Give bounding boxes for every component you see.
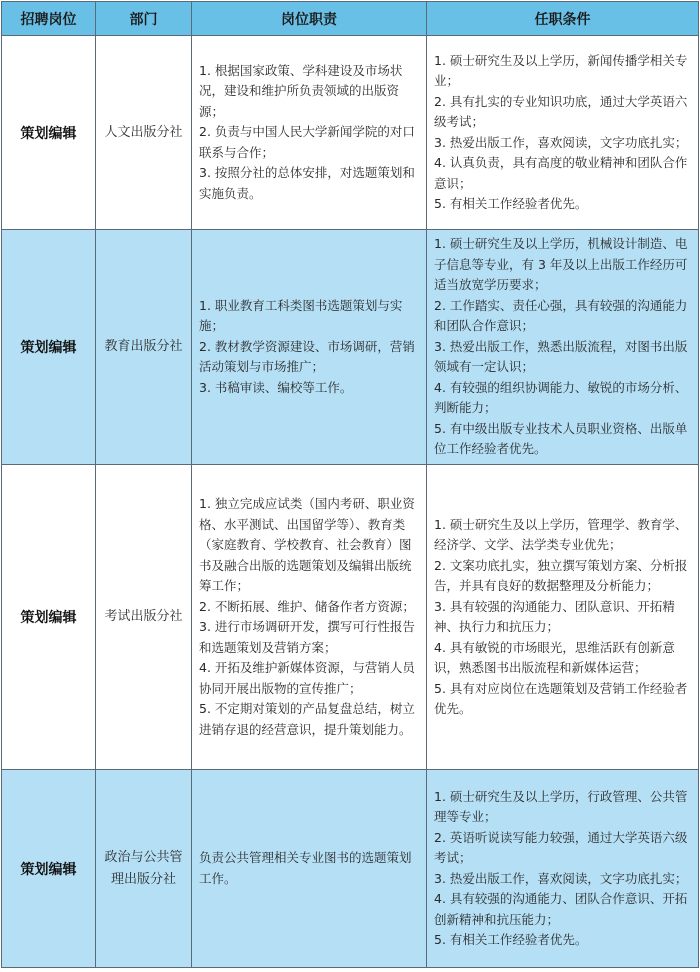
duty-item: 2. 负责与中国人民大学新闻学院的对口联系与合作； (199, 124, 415, 160)
header-requirements: 任职条件 (427, 2, 699, 36)
position-cell: 策划编辑 (2, 770, 96, 968)
department-cell: 政治与公共管理出版分社 (96, 770, 192, 968)
requirement-item: 1. 硕士研究生及以上学历，新闻传播学相关专业； (434, 52, 688, 88)
position-cell: 策划编辑 (2, 465, 96, 770)
duties-cell (192, 465, 427, 770)
position-cell: 策划编辑 (2, 230, 96, 465)
requirement-item: 1. 硕士研究生及以上学历，行政管理、公共管理等专业； (434, 788, 688, 824)
requirement-item: 2. 文案功底扎实，独立撰写策划方案、分析报告，并具有良好的数据整理及分析能力； (434, 557, 688, 593)
duty-item: 1. 独立完成应试类（国内考研、职业资格、水平测试、出国留学等）、教育类（家庭教育、学校教育、社会教育）图书及融合出版的选题策划及编辑出版统筹工作； (199, 496, 415, 593)
requirement-item: 2. 具有扎实的专业知识功底，通过大学英语六级考试； (434, 93, 688, 129)
requirement-item: 1. 硕士研究生及以上学历，机械设计制造、电子信息等专业，有 3 年及以上出版工作经历可适当放宽学历要求； (434, 236, 688, 293)
duty-item: 3. 进行市场调研开发，撰写可行性报告和选题策划及营销方案； (199, 619, 415, 655)
position-cell: 策划编辑 (2, 36, 96, 230)
requirement-item: 3. 热爱出版工作，喜欢阅读，文字功底扎实； (434, 870, 688, 886)
department-cell: 人文出版分社 (96, 36, 192, 230)
requirement-item: 2. 工作踏实、责任心强，具有较强的沟通能力和团队合作意识； (434, 297, 688, 334)
requirements-cell (427, 230, 699, 465)
recruitment-table (1, 1, 699, 968)
department-cell: 考试出版分社 (96, 465, 192, 770)
requirement-item: 5. 有相关工作经验者优先。 (434, 196, 588, 211)
requirement-item: 4. 有较强的组织协调能力、敏锐的市场分析、判断能力； (434, 379, 688, 416)
recruitment-table-container (1, 1, 698, 968)
duty-item: 1. 职业教育工科类图书选题策划与实施； (199, 297, 403, 334)
duty-item: 2. 教材教学资源建设、市场调研，营销活动策划与市场推广； (199, 338, 415, 375)
duties-cell (192, 770, 427, 968)
table-row (2, 230, 699, 465)
header-department: 部门 (96, 2, 192, 36)
requirement-item: 2. 英语听说读写能力较强，通过大学英语六级考试； (434, 829, 688, 865)
requirements-cell (427, 36, 699, 230)
requirement-item: 4. 具有较强的沟通能力、团队合作意识、开拓创新精神和抗压能力； (434, 891, 688, 927)
duty-item: 5. 不定期对策划的产品复盘总结，树立进销存退的经营意识，提升策划能力。 (199, 701, 415, 737)
requirements-cell (427, 770, 699, 968)
duties-cell (192, 230, 427, 465)
department-cell: 教育出版分社 (96, 230, 192, 465)
duty-item: 4. 开拓及维护新媒体资源，与营销人员协同开展出版物的宣传推广； (199, 660, 415, 696)
table-row (2, 36, 699, 230)
table-row (2, 770, 699, 968)
requirement-item: 1. 硕士研究生及以上学历，管理学、教育学、经济学、文学、法学类专业优先； (434, 516, 688, 552)
duty-item: 3. 按照分社的总体安排，对选题策划和实施负责。 (199, 165, 415, 201)
table-header-row (2, 2, 699, 36)
header-duties: 岗位职责 (192, 2, 427, 36)
requirement-item: 3. 热爱出版工作，喜欢阅读，文字功底扎实； (434, 134, 688, 150)
duties-cell (192, 36, 427, 230)
duty-item: 2. 不断拓展、维护、储备作者方资源； (199, 598, 415, 614)
duty-item: 1. 根据国家政策、学科建设及市场状况，建设和维护所负责领域的出版资源； (199, 62, 403, 119)
requirement-item: 5. 有中级出版专业技术人员职业资格、出版单位工作经验者优先。 (434, 420, 688, 457)
table-row (2, 465, 699, 770)
requirement-item: 3. 热爱出版工作，熟悉出版流程，对图书出版领域有一定认识； (434, 338, 688, 375)
requirements-cell (427, 465, 699, 770)
requirement-item: 5. 有相关工作经验者优先。 (434, 932, 588, 947)
duty-item: 负责公共管理相关专业图书的选题策划工作。 (199, 850, 412, 886)
duty-item: 3. 书稿审读、编校等工作。 (199, 379, 353, 395)
header-position: 招聘岗位 (2, 2, 96, 36)
requirement-item: 5. 具有对应岗位在选题策划及营销工作经验者优先。 (434, 680, 688, 716)
requirement-item: 4. 认真负责，具有高度的敬业精神和团队合作意识； (434, 155, 688, 191)
requirement-item: 4. 具有敏锐的市场眼光，思维活跃有创新意识，熟悉图书出版流程和新媒体运营； (434, 639, 675, 675)
requirement-item: 3. 具有较强的沟通能力、团队意识、开拓精神、执行力和抗压力； (434, 598, 675, 634)
